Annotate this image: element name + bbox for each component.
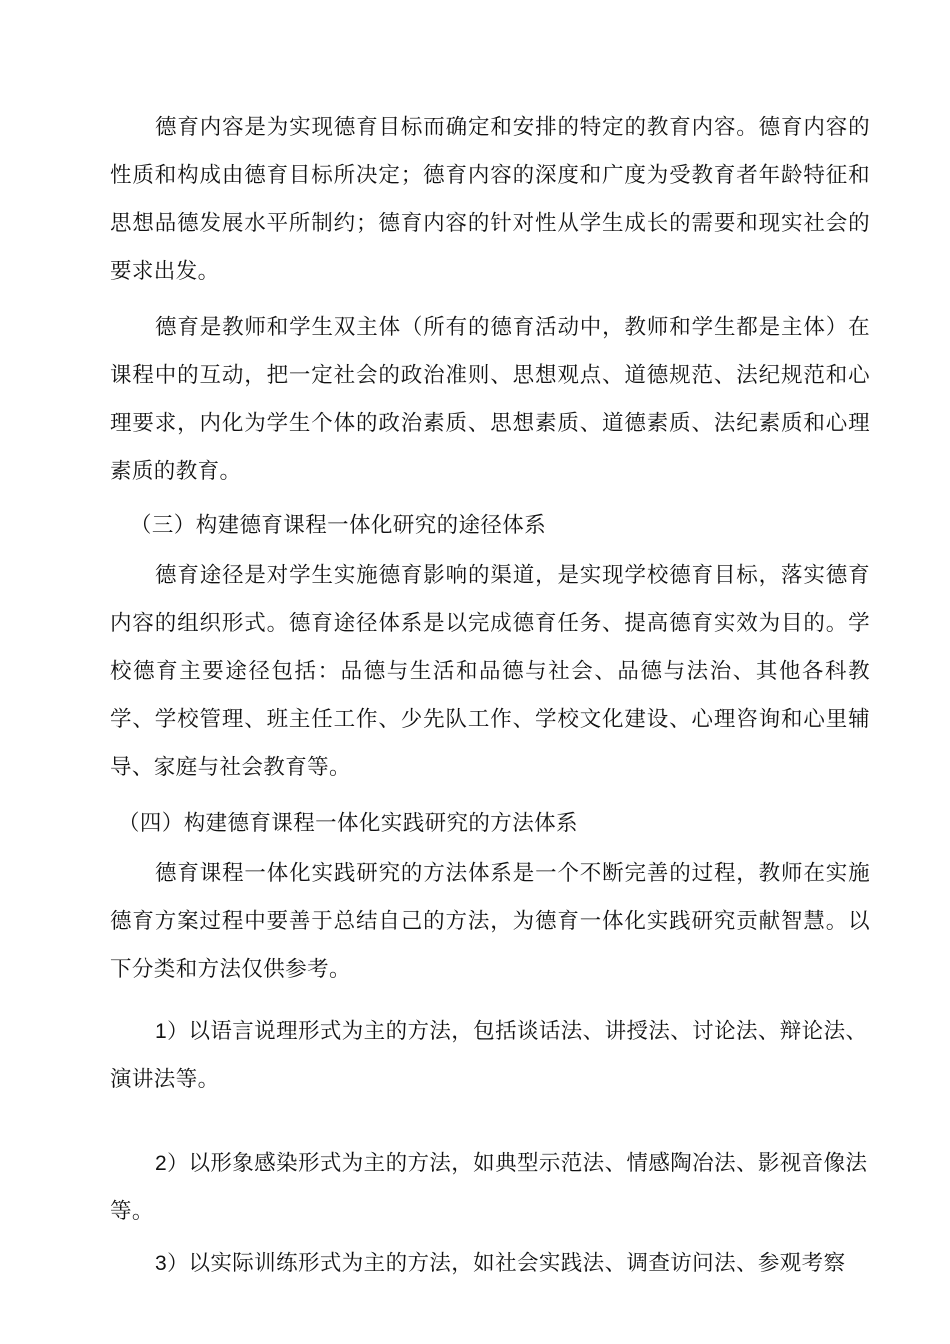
method-number: 1） — [155, 1020, 189, 1043]
method-item-1 — [110, 1008, 880, 1104]
paragraph-method-system: 德育课程一体化实践研究的方法体系是一个不断完善的过程，教师在实施德育方案过程中要善于总结自己的方法，为德育一体化实践研究贡献智慧。以下分类和方法仅供参考。 — [110, 861, 870, 982]
method-text: 以实际训练形式为主的方法，如社会实践法、调查访问法、参观考察 — [188, 1251, 846, 1276]
method-number: 3） — [155, 1252, 189, 1275]
paragraph-dual-subject: 德育是教师和学生双主体（所有的德育活动中，教师和学生都是主体）在课程中的互动，把一定社会的政治准则、思想观点、道德规范、法纪规范和心理要求，内化为学生个体的政治素质、思想素质、道德素质、法纪素质和心理素质的教育。 — [110, 315, 870, 484]
paragraph-approach-system: 德育途径是对学生实施德育影响的渠道，是实现学校德育目标，落实德育内容的组织形式。德育途径体系是以完成德育任务、提高德育实效为目的。学校德育主要途径包括：品德与生活和品德与社会、品德与法治、其他各科教学、学校管理、班主任工作、少先队工作、学校文化建设、心理咨询和心里辅导、家庭与社会教育等。 — [110, 563, 870, 780]
section-heading-4: （四）构建德育课程一体化实践研究的方法体系 — [118, 811, 578, 836]
method-number: 2） — [155, 1152, 189, 1175]
section-heading-3: （三）构建德育课程一体化研究的途径体系 — [130, 513, 547, 538]
method-item-3 — [110, 1240, 880, 1288]
method-text: 以语言说理形式为主的方法，包括谈话法、讲授法、讨论法、辩论法、演讲法等。 — [110, 1019, 868, 1092]
method-text: 以形象感染形式为主的方法，如典型示范法、情感陶冶法、影视音像法等。 — [110, 1151, 868, 1224]
method-item-2 — [110, 1140, 880, 1236]
paragraph-content-definition: 德育内容是为实现德育目标而确定和安排的特定的教育内容。德育内容的性质和构成由德育目标所决定；德育内容的深度和广度为受教育者年龄特征和思想品德发展水平所制约；德育内容的针对性从学生成长的需要和现实社会的要求出发。 — [110, 115, 870, 284]
